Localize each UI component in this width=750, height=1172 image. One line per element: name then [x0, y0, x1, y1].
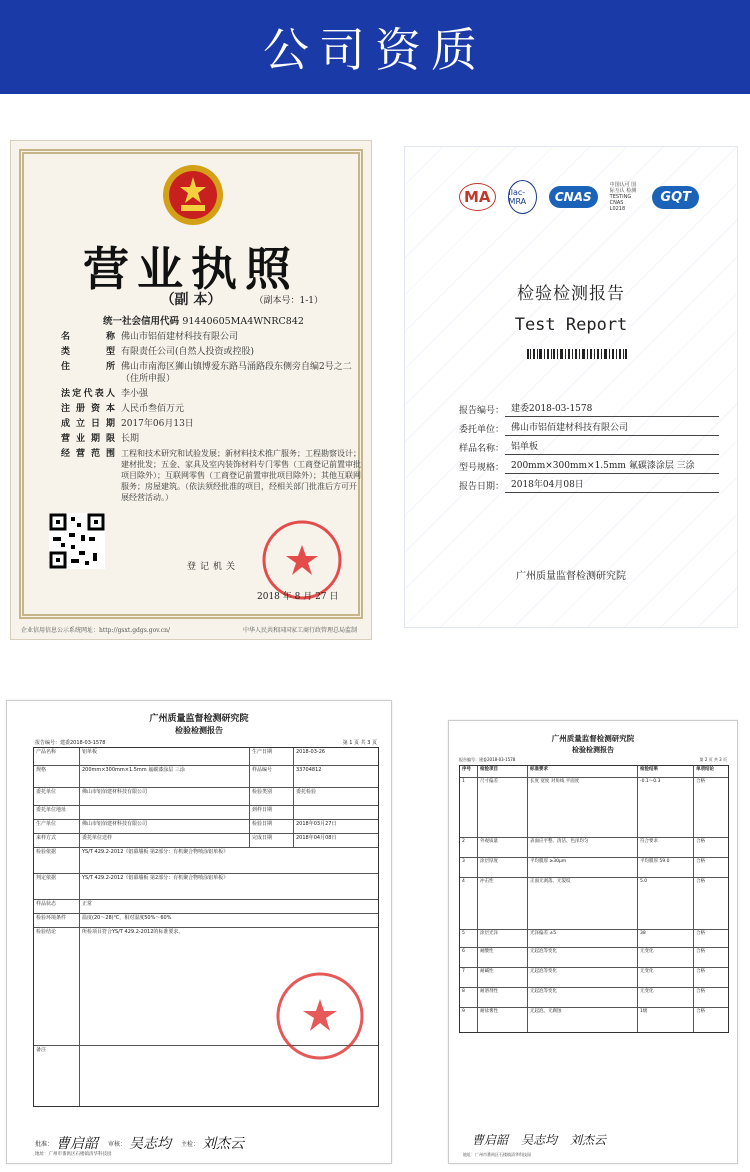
table-row [460, 948, 728, 968]
table-cell: 合格 [696, 839, 705, 844]
page-report-number: 报告编号：建委2018-03-1578 [35, 740, 106, 746]
page-number: 第 2 页 共 3 页 [699, 757, 727, 762]
table-row [34, 788, 378, 806]
table-cell: 合格 [696, 879, 705, 884]
cma-logo-icon: MA [459, 183, 496, 211]
table-cell [80, 806, 250, 819]
signature-row [469, 1131, 616, 1148]
table-header-row [460, 766, 728, 778]
table-cell: 33704812 [296, 767, 322, 773]
table-row [460, 1008, 728, 1032]
license-row [61, 433, 361, 445]
signature-reviewer: 吴志均 [129, 1136, 172, 1152]
report-field-value: 2018年04月08日 [505, 479, 719, 493]
license-field-label: 名称 [61, 332, 115, 342]
page-footer: 地址：广州市番禺区石楼镇清华科技园 [35, 1152, 112, 1157]
table-cell [294, 806, 378, 819]
report-field-label: 样品名称： [459, 444, 505, 454]
table-cell: YS/T 429.2-2012《铝幕墙板 第2部分：有机聚合物喷涂铝单板》 [82, 849, 229, 855]
report-institute: 广州质量监督检测研究院 [516, 571, 626, 582]
signature-approver: 曹启韶 [472, 1133, 509, 1147]
table-cell: 委托单位地址 [34, 806, 80, 819]
cnas-logo-icon: CNAS [549, 186, 598, 208]
page-institute: 广州质量监督检测研究院 [149, 714, 249, 724]
table-cell: 判定依据 [34, 874, 80, 899]
accreditation-logos [459, 177, 699, 217]
table-cell: YS/T 429.2-2012《铝幕墙板 第2部分：有机聚合物喷涂铝单板》 [82, 875, 229, 881]
page-report-number: 报告编号：建委2018-03-1578 [459, 757, 516, 762]
report-title-en: Test Report [514, 315, 628, 335]
license-subtitle: （副 本） [160, 292, 222, 308]
license-field-label: 类型 [61, 347, 115, 357]
table-cell: 2018-03-26 [296, 749, 326, 755]
license-row [61, 418, 361, 430]
table-cell: 正常 [82, 901, 93, 907]
table-cell: 无变化 [638, 968, 694, 987]
report-field-row [459, 403, 719, 417]
license-copy-number: （副本号：1-1） [254, 296, 323, 306]
table-cell: 正面无剥落、无裂纹 [528, 878, 638, 929]
table-cell: 委托单位 [34, 788, 80, 805]
license-fields [61, 331, 361, 506]
table-header-cell: 标准要求 [528, 766, 638, 777]
license-row [61, 388, 361, 400]
credit-code-value: 91440605MA4WNRC842 [182, 316, 304, 327]
license-field-label: 成立日期 [61, 419, 115, 429]
table-cell: 5 [460, 930, 478, 947]
table-cell: 无起泡等变化 [528, 968, 638, 987]
table-cell: 合格 [696, 931, 705, 936]
table-row [34, 900, 378, 914]
page-title: 检验检测报告 [175, 726, 223, 735]
table-cell: 表面应平整、清洁、色泽均匀 [528, 838, 638, 857]
table-cell: 耐盐雾性 [478, 1008, 528, 1032]
table-cell: 铝单板 [80, 748, 250, 765]
report-field-label: 报告编号： [459, 406, 505, 416]
table-cell: 无起泡等变化 [528, 988, 638, 1007]
table-cell: 备注 [34, 1046, 80, 1106]
approve-label: 批准： [35, 1140, 54, 1148]
table-row [460, 930, 728, 948]
license-issue-date: 2018 年 8 月 27 日 [257, 592, 339, 602]
table-cell: 生产单位 [34, 820, 80, 833]
page-institute: 广州质量监督检测研究院 [551, 734, 635, 743]
table-cell: 光泽偏差 ±5 [528, 930, 638, 947]
barcode-icon [527, 349, 627, 359]
table-row [460, 858, 728, 878]
table-cell: 2018年04月08日 [296, 835, 337, 841]
table-cell: 3 [460, 858, 478, 877]
report-field-value: 200mm×300mm×1.5mm 氟碳漆涂层 三涂 [505, 460, 719, 474]
signature-inspector: 刘杰云 [570, 1133, 607, 1147]
license-row [61, 361, 361, 385]
table-cell: 来样方式 [34, 834, 80, 847]
table-cell: 合格 [696, 779, 705, 784]
table-row [460, 878, 728, 930]
national-emblem-icon [161, 163, 225, 227]
table-cell: 8 [460, 988, 478, 1007]
license-field-value: 工程和技术研究和试验发展；新材料技术推广服务；工程勘察设计；建材批发；五金、家具及室内装饰材料专门零售（工商登记前置审批项目除外）；互联网零售（工商登记前置审批项目除外）；其他互联网服务；房屋建筑。（依法须经批准的项目，经相关部门批准后方可开展经营活动。） [121, 449, 361, 502]
table-cell: 委托检验 [296, 789, 317, 795]
signature-row [35, 1133, 254, 1153]
license-field-value: 李小强 [121, 389, 149, 399]
gqt-logo-icon: GQT [652, 186, 699, 209]
inspection-seal-icon [275, 971, 365, 1061]
table-cell: 耐碱性 [478, 968, 528, 987]
license-field-label: 经营范围 [61, 449, 115, 459]
table-row [34, 914, 378, 928]
report-field-row [459, 441, 719, 455]
credit-code-label: 统一社会信用代码 [103, 316, 180, 327]
table-cell: 样品状态 [34, 900, 80, 913]
table-row [34, 874, 378, 900]
table-cell: 无起泡等变化 [528, 948, 638, 967]
report-field-row [459, 460, 719, 474]
table-cell: 生产日期 [250, 748, 294, 765]
table-row [34, 748, 378, 766]
signature-reviewer: 吴志均 [521, 1133, 558, 1147]
table-row [34, 766, 378, 788]
table-cell: 无起泡、无腐蚀 [528, 1008, 638, 1032]
license-field-value: 有限责任公司(自然人投资或控股) [121, 347, 255, 357]
report-field-row [459, 479, 719, 493]
license-field-label: 法定代表人 [61, 389, 115, 399]
license-footer-url: 企业信用信息公示系统网址：http://gsxt.gdgs.gov.cn/ [21, 627, 171, 634]
report-title-cn: 检验检测报告 [517, 284, 625, 304]
report-field-label: 委托单位： [459, 425, 505, 435]
table-cell: 2 [460, 838, 478, 857]
table-cell: 耐溶剂性 [478, 988, 528, 1007]
table-row [34, 848, 378, 874]
table-cell: 9 [460, 1008, 478, 1032]
license-row [61, 403, 361, 415]
table-row [460, 778, 728, 838]
signature-inspector: 刘杰云 [202, 1136, 245, 1152]
table-cell: 外观质量 [478, 838, 528, 857]
page-footer: 地址：广州市番禺区石楼镇清华科技园 [463, 1152, 531, 1157]
table-cell: 检验环境条件 [34, 914, 80, 927]
ilac-mra-logo-icon: ilac-MRA [508, 180, 537, 214]
report-field-label: 报告日期： [459, 482, 505, 492]
table-row [460, 988, 728, 1008]
license-field-label: 住所 [61, 362, 115, 372]
table-cell: 平均膜厚 59.0 [638, 858, 694, 877]
report-cover-fields [459, 403, 719, 498]
license-field-label: 注册资本 [61, 404, 115, 414]
table-cell: 1级 [638, 1008, 694, 1032]
license-field-value: 佛山市南海区狮山镇博爱东路马涌路段东侧旁自编2号之二（住所申报） [121, 362, 352, 384]
signature-approver: 曹启韶 [56, 1136, 99, 1152]
table-cell: 检验类别 [250, 788, 294, 805]
license-field-value: 长期 [121, 434, 140, 444]
table-cell: 冲击性 [478, 878, 528, 929]
table-cell: 4 [460, 878, 478, 929]
table-cell: 合格 [696, 949, 705, 954]
table-cell: 耐酸性 [478, 948, 528, 967]
page-number: 第 1 页 共 3 页 [342, 740, 377, 746]
table-cell: 无变化 [638, 948, 694, 967]
license-row [61, 448, 361, 503]
inspection-report-page-1 [6, 700, 392, 1164]
table-cell: 所检项目符合YS/T 429.2-2012的标准要求。 [82, 929, 184, 935]
table-row [460, 968, 728, 988]
table-cell: 委托单位送样 [80, 834, 250, 847]
table-cell: 涂层厚度 [478, 858, 528, 877]
table-cell: 平均膜厚 ≥30μm [528, 858, 638, 877]
license-footer-issuer: 中华人民共和国国家工商行政管理总局监制 [242, 627, 357, 634]
table-cell: 样品编号 [250, 766, 294, 787]
inspection-results-table [459, 765, 729, 1033]
report-field-value: 铝单板 [505, 441, 719, 455]
table-cell: 佛山市铝佰建材科技有限公司 [80, 788, 250, 805]
table-cell: 合格 [696, 969, 705, 974]
page-title: 检验检测报告 [572, 746, 614, 754]
banner-title: 公司资质 [263, 23, 487, 77]
header-banner [0, 0, 750, 94]
license-field-value: 佛山市铝佰建材科技有限公司 [121, 332, 239, 342]
report-field-value: 建委2018-03-1578 [505, 403, 719, 417]
table-cell: -0.1～0.3 [638, 778, 694, 837]
table-cell: 产品名称 [34, 748, 80, 765]
table-cell: 到样日期 [250, 806, 294, 819]
license-field-value: 人民币叁佰万元 [121, 404, 185, 414]
license-row [61, 331, 361, 343]
table-cell: 检验结论 [34, 928, 80, 1045]
check-label: 主检： [181, 1140, 200, 1148]
table-cell: 5.0 [638, 878, 694, 929]
business-license [10, 140, 372, 640]
table-header-cell: 序号 [460, 766, 478, 777]
table-cell: 温度(20～28)℃，相对湿度50%～60% [82, 915, 172, 921]
table-cell: 检验依据 [34, 848, 80, 873]
qr-code-icon [49, 513, 105, 569]
license-field-value: 2017年06月13日 [121, 419, 194, 429]
license-field-label: 营业期限 [61, 434, 115, 444]
table-cell: 38 [638, 930, 694, 947]
table-cell: 6 [460, 948, 478, 967]
table-row [34, 806, 378, 820]
table-cell: 合格 [696, 989, 705, 994]
table-cell: 完成日期 [250, 834, 294, 847]
registration-authority: 登记机关 [187, 562, 240, 572]
cnas-note: 中国认可 国际互认 检测 TESTING CNAS L0218 [609, 182, 637, 212]
table-cell: 涂层光泽 [478, 930, 528, 947]
table-cell: 200mm×300mm×1.5mm 氟碳漆涂层 三涂 [80, 766, 250, 787]
table-row [460, 838, 728, 858]
table-cell: 1 [460, 778, 478, 837]
table-cell: 检验日期 [250, 820, 294, 833]
test-report-cover [404, 146, 738, 628]
table-cell: 合格 [696, 859, 705, 864]
table-cell: 规格 [34, 766, 80, 787]
table-cell: 合格 [696, 1009, 705, 1014]
table-cell: 2018年03月27日 [296, 821, 337, 827]
table-cell: 符合要求 [638, 838, 694, 857]
table-header-cell: 检验项目 [478, 766, 528, 777]
table-cell: 无变化 [638, 988, 694, 1007]
table-cell: 尺寸偏差 [478, 778, 528, 837]
inspection-report-page-2 [448, 720, 738, 1164]
table-header-cell: 检验结果 [638, 766, 694, 777]
credit-code-line [103, 313, 304, 327]
table-row [34, 820, 378, 834]
table-cell: 7 [460, 968, 478, 987]
table-cell: 长度 宽度 对角线 平面度 [528, 778, 638, 837]
table-cell: 佛山市铝佰建材科技有限公司 [80, 820, 250, 833]
table-row [34, 834, 378, 848]
report-field-row [459, 422, 719, 436]
report-field-value: 佛山市铝佰建材科技有限公司 [505, 422, 719, 436]
review-label: 审核： [108, 1140, 127, 1148]
license-title: 营业执照 [83, 242, 299, 296]
table-header-cell: 单项结论 [696, 767, 714, 772]
license-row [61, 346, 361, 358]
report-field-label: 型号规格： [459, 463, 505, 473]
